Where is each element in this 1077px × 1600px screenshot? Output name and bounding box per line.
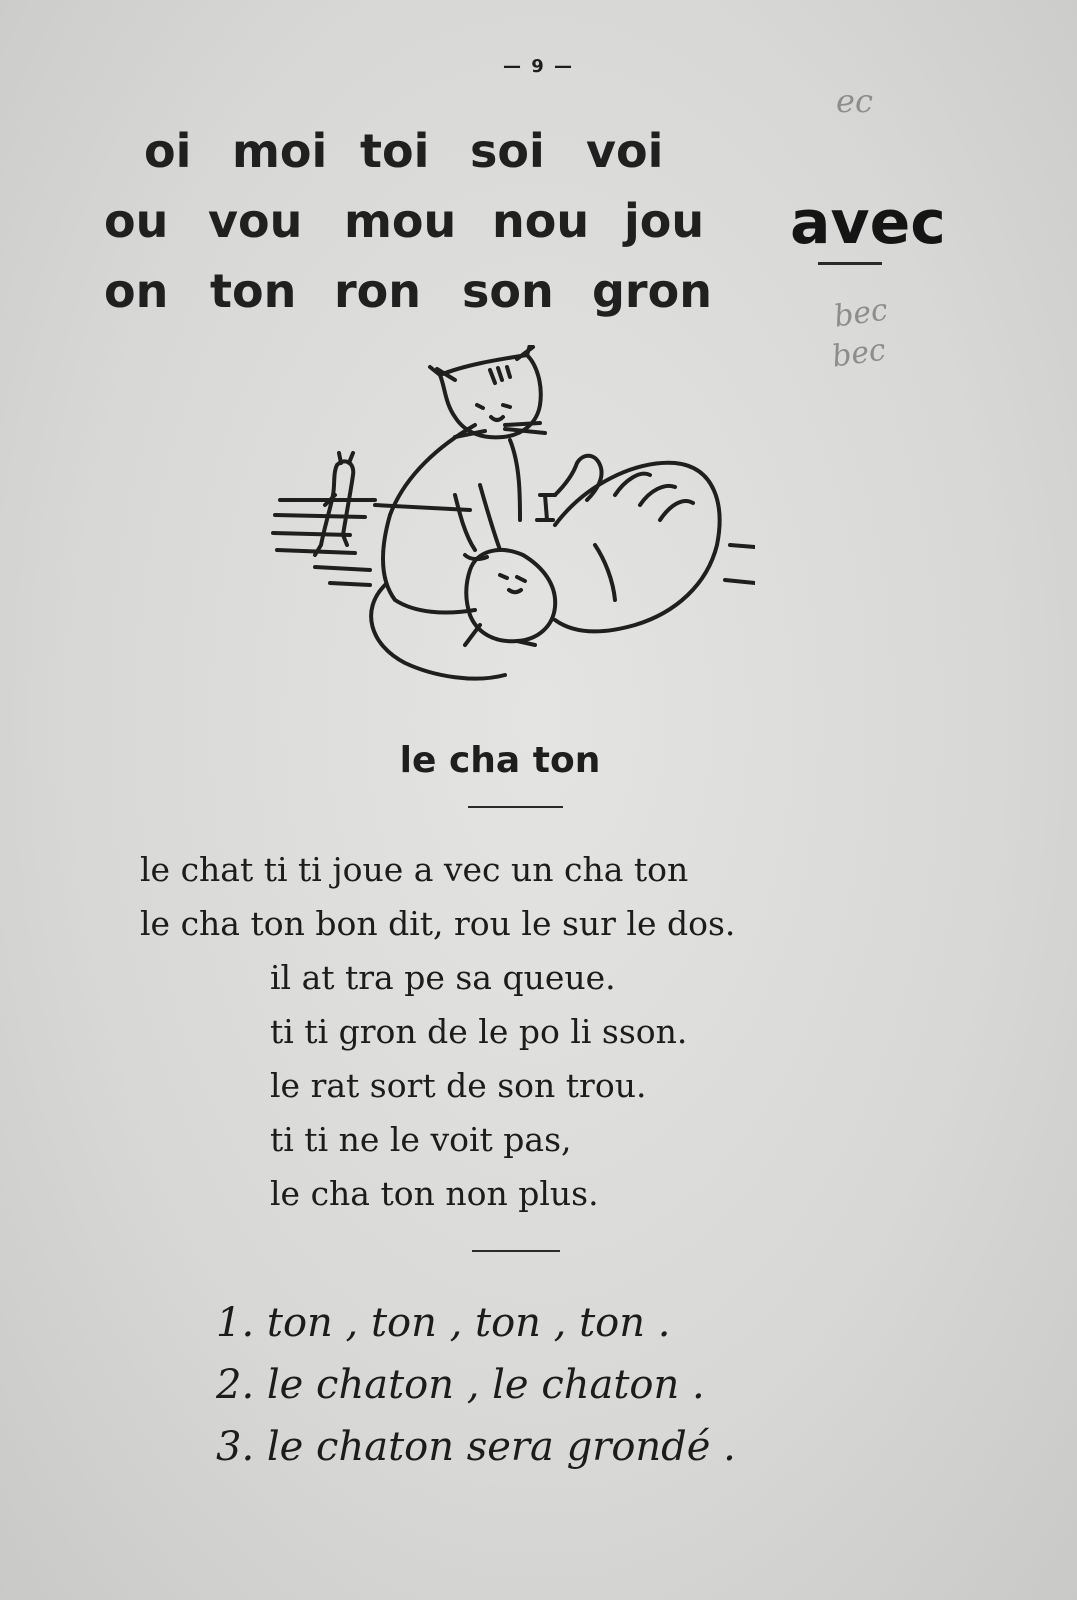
syllable: gron xyxy=(592,264,712,318)
syllable: ou xyxy=(104,194,169,248)
syllable: son xyxy=(462,264,554,318)
syllable: toi xyxy=(360,124,430,178)
syllable: nou xyxy=(492,194,590,248)
cat-and-kitten-illustration xyxy=(255,345,755,695)
story-line: le rat sort de son trou. xyxy=(270,1066,647,1105)
story-line: ti ti gron de le po li sson. xyxy=(270,1012,688,1051)
pencil-note: bec xyxy=(829,332,888,375)
story-line: le cha ton bon dit, rou le sur le dos. xyxy=(140,904,736,943)
syllable: mou xyxy=(344,194,457,248)
syllable: moi xyxy=(232,124,328,178)
keyword-underline xyxy=(818,262,882,265)
pencil-note: ec xyxy=(836,82,873,120)
story-line: il at tra pe sa queue. xyxy=(270,958,616,997)
syllable: voi xyxy=(586,124,664,178)
writing-exercise: 1. ton , ton , ton , ton . xyxy=(216,1300,671,1346)
syllable: soi xyxy=(470,124,545,178)
syllable: vou xyxy=(208,194,303,248)
syllable: oi xyxy=(144,124,192,178)
syllable: ron xyxy=(334,264,422,318)
writing-exercise: 2. le chaton , le chaton . xyxy=(216,1362,705,1408)
story-line: le cha ton non plus. xyxy=(270,1174,599,1213)
syllable: ton xyxy=(210,264,297,318)
section-divider xyxy=(472,1250,560,1252)
page-number: — 9 — xyxy=(502,56,575,77)
pencil-note: bec xyxy=(831,292,890,335)
story-line: le chat ti ti joue a vec un cha ton xyxy=(140,850,689,889)
title-underline xyxy=(468,806,563,808)
writing-exercise: 3. le chaton sera grondé . xyxy=(216,1424,736,1470)
syllable: jou xyxy=(624,194,705,248)
lesson-title: le cha ton xyxy=(399,740,601,781)
story-line: ti ti ne le voit pas, xyxy=(270,1120,572,1159)
keyword-avec: avec xyxy=(790,188,946,258)
syllable: on xyxy=(104,264,169,318)
